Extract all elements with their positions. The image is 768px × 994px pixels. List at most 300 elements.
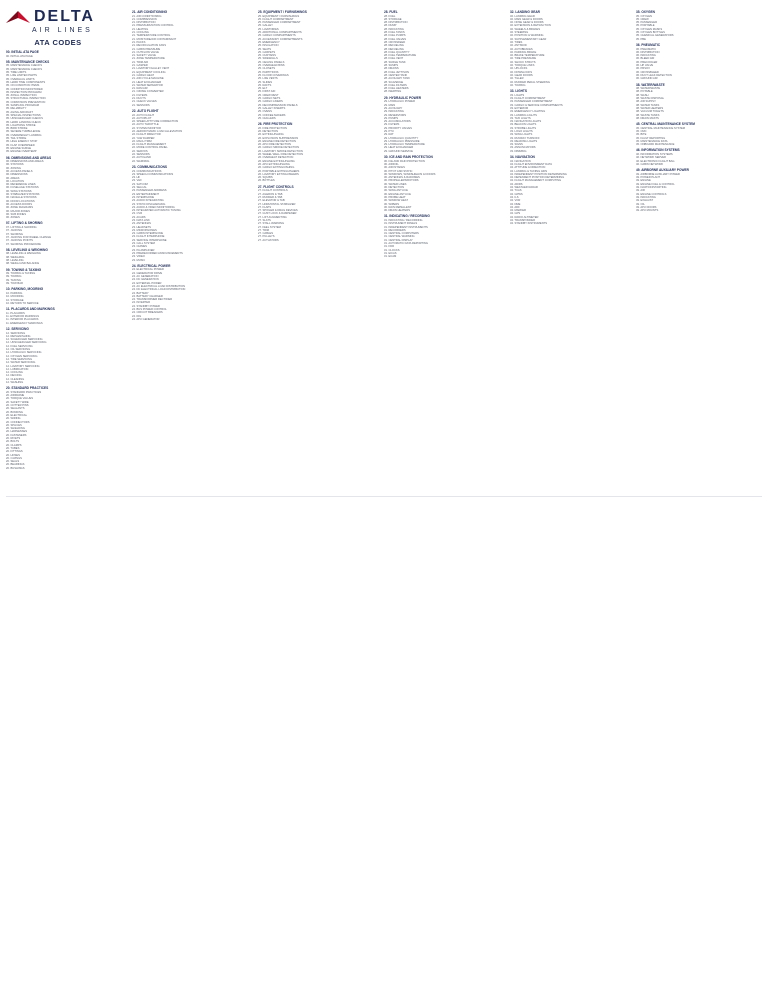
code-section — [636, 10, 758, 41]
section-heading: 12. SERVICING — [6, 326, 29, 331]
code-line: 23. DATA LINK — [132, 219, 150, 222]
code-line: 31. CENTRAL WARNING — [384, 235, 415, 239]
code-line: 38. AIR SUPPLY — [636, 100, 656, 104]
code-line: 05. TAIL STRIKE — [6, 137, 27, 141]
code-line: 23. SERVICE INTERPHONE — [132, 238, 167, 242]
code-line: 05. INSPECTION PROGRAM — [6, 90, 42, 94]
code-line: 25. PARTITIONS — [258, 70, 279, 74]
code-line: 06. DIMENSIONS AND AREAS — [6, 160, 44, 164]
code-line: 26. WHEEL WELL FIRE DETECTION — [258, 153, 304, 157]
code-line: 20. HARNESSES — [6, 430, 28, 434]
code-line: 27. CABLES — [258, 232, 274, 236]
code-line: 36. DISTRIBUTION — [636, 50, 660, 54]
code-line: 38. WATER TANKS — [636, 103, 660, 107]
code-line: 32. BRAKE TEMPERATURE — [510, 54, 545, 58]
code-line: 26. CARGO EXTINGUISHING — [258, 166, 295, 170]
code-line: 29. HYDRAULIC PRESSURE — [384, 139, 420, 143]
code-line: 20. STANDARD PRACTICES — [6, 390, 42, 394]
code-line: 36. DUCT LEAK DETECTION — [636, 73, 672, 77]
code-section — [6, 268, 128, 286]
code-line: 05. LIFE LIMITED PARTS — [6, 74, 37, 78]
code-line: 25. FLOOR COVERINGS — [258, 73, 289, 77]
code-line: 12. LUBRICATION — [6, 367, 29, 371]
code-line: 32. PARKING BRAKE — [510, 50, 537, 54]
code-line: 06. ZONES — [6, 216, 20, 220]
code-line: 08. LEVELING & WEIGHING — [6, 252, 41, 256]
code-section — [510, 10, 632, 87]
section-heading: 29. HYDRAULIC POWER — [384, 95, 422, 100]
code-line: 23. VIDEO — [132, 255, 145, 259]
code-line: 27. ELEVATOR & TAB — [258, 199, 285, 203]
code-line: 10. RETURN TO SERVICE — [6, 301, 39, 305]
code-section — [6, 221, 128, 245]
code-line: 29. GROUND SERVICE — [384, 149, 413, 153]
code-line: 25. DECOMPRESSION PANELS — [258, 103, 298, 107]
code-line: 27. SLATS — [258, 219, 271, 222]
code-line: 20. CLAMPS — [6, 443, 22, 447]
section-heading: 26. FIRE PROTECTION — [258, 122, 293, 127]
code-line: 30. DETECTION — [384, 186, 405, 190]
code-line: 30. WIPERS — [384, 202, 400, 206]
code-line: 21. MOISTURE/AIR CONTAMINANT — [132, 37, 177, 41]
code-line: 27. ACTUATORS — [258, 238, 279, 242]
code-line: 33. LANDING LIGHTS — [510, 113, 537, 117]
code-line: 34. DME — [510, 202, 521, 206]
code-line: 05. OVERWEIGHT LANDING — [6, 133, 42, 137]
code-line: 05. MAINTENANCE CHECKS — [6, 67, 42, 71]
code-line: 49. POWER PLANT — [636, 176, 661, 180]
code-line: 06. DIMENSIONS — [6, 173, 28, 177]
code-line: 30. DRAIN HEATERS — [384, 209, 411, 213]
code-line: 32. GEAR DOORS — [510, 73, 533, 77]
code-line: 30. PITOT AND STATIC — [384, 169, 413, 173]
code-line: 38. WASH — [636, 93, 649, 97]
code-line: 36. PRSOV — [636, 67, 650, 71]
code-line: 20. SEALANTS — [6, 407, 25, 411]
section-heading: 21. AIR CONDITIONING — [132, 10, 168, 14]
code-line: 29. FILTERS — [384, 123, 400, 127]
code-line: 31. INDICATING / RECORDING — [384, 219, 423, 222]
code-line: 33. PASSENGER COMPARTMENT — [510, 100, 553, 104]
code-line: 11. PLACARDS — [6, 311, 25, 315]
code-section — [636, 148, 758, 166]
code-line: 33. FLIGHT COMPARTMENT — [510, 97, 546, 101]
code-line: 27. FEEL SYSTEM — [258, 225, 281, 229]
code-line: 05. FLAP OVERSPEED — [6, 143, 35, 147]
code-line: 28. AUXILIARY TANK — [384, 77, 410, 81]
code-line: 27. GUST LOCK & DAMPENER — [258, 212, 297, 216]
code-line: 36. INDICATING — [636, 54, 656, 58]
code-line: 45. FAULT REPORTING — [636, 136, 666, 140]
code-line: 31. AUTOMATIC DATA REPORTING — [384, 242, 428, 246]
code-line: 22. FLIGHT DIRECTOR — [132, 133, 161, 137]
code-line: 23. CHIMES — [132, 245, 147, 249]
code-line: 33. RUNWAY TURNOFF — [510, 136, 540, 140]
code-line: 20. SHIELDING — [6, 427, 25, 431]
code-line: 31. ECAM — [384, 255, 397, 259]
code-line: 33. LOGO LIGHTS — [510, 129, 533, 133]
code-line: 32. TOWING — [510, 83, 526, 87]
code-line: 49. INDICATING — [636, 195, 656, 199]
code-line: 45. ONBOARD MAINTENANCE — [636, 143, 675, 147]
code-line: 28. DEFUELING — [384, 47, 404, 51]
code-column-4 — [384, 8, 506, 986]
code-line: 24. BATTERY — [132, 291, 149, 295]
code-line: 20. SAFETY WIRE — [6, 400, 29, 404]
code-line: 21. DUCTS — [132, 97, 146, 101]
code-line: 36. CROSSBLEED — [636, 70, 659, 74]
code-line: 07. JACKING FOR WHEEL CHANGE — [6, 235, 51, 239]
code-line: 26. LAVATORY SMOKE DETECTION — [258, 149, 303, 153]
code-line: 24. DC GENERATION — [132, 278, 159, 282]
code-line: 27. FLAPS — [258, 205, 271, 209]
code-line: 38. WATER HEATERS — [636, 106, 664, 110]
code-line: 29. PUMPS — [384, 116, 399, 120]
code-line: 28. SUMPS — [384, 64, 399, 68]
code-line: 24. DC ELECTRICAL LOAD DISTRIBUTION — [132, 288, 186, 292]
code-line: 28. SURGE TANK — [384, 60, 406, 64]
section-heading: 27. FLIGHT CONTROLS — [258, 184, 294, 189]
code-line: 25. PASSENGER COMPARTMENT — [258, 21, 301, 25]
code-section — [6, 327, 128, 384]
code-line: 21. LAVATORY/GALLEY VENT — [132, 67, 170, 71]
code-line: 29. RAT — [384, 133, 394, 137]
code-line: 30. PROPELLERS/ROTORS — [384, 179, 419, 183]
code-line: 05. HARD LANDING CHECK — [6, 120, 41, 124]
code-line: 25. CARPETS — [258, 50, 276, 54]
code-line: 33. SIGNS — [510, 143, 523, 147]
code-line: 34. FLIGHT ENVIRONMENT DATA — [510, 162, 553, 166]
code-line: 21. HEAT EXCHANGER — [132, 80, 162, 84]
code-section — [6, 50, 128, 58]
code-section — [6, 60, 128, 154]
code-line: 33. CARGO & SERVICE COMPARTMENTS — [510, 103, 563, 107]
code-line: 07. SHORING PROCEDURE — [6, 242, 41, 246]
code-line: 49. ENGINE — [636, 179, 651, 183]
code-column-6 — [636, 8, 758, 986]
code-line: 27. TRIM — [258, 228, 270, 232]
code-section — [636, 122, 758, 146]
code-line: 22. FLIGHT MANAGEMENT — [132, 143, 166, 147]
code-line: 32. SUPPLEMENTARY GEAR — [510, 37, 547, 41]
code-line: 29. RESERVOIRS — [384, 113, 407, 117]
code-line: 45. CMC — [636, 129, 647, 133]
code-line: 30. WATER LINES — [384, 182, 407, 186]
code-line: 23. AUDIO & VIDEO MONITORING — [132, 205, 175, 209]
code-column-3 — [258, 8, 380, 986]
code-line: 46. NETWORK SERVER — [636, 156, 666, 160]
code-section — [384, 10, 506, 94]
code-column-5 — [510, 8, 632, 986]
code-line: 24. GENERATOR DRIVE — [132, 271, 163, 275]
code-line: 20. TORQUE VALUES — [6, 397, 34, 401]
code-line: 28. FUEL VALVES — [384, 37, 407, 41]
code-line: 22. YAW DAMPER — [132, 136, 155, 140]
code-line: 36. PNEUMATIC — [636, 47, 657, 51]
code-line: 22. AUTOLAND — [132, 156, 151, 160]
code-line: 35. OXYGEN MASKS — [636, 27, 663, 31]
code-line: 21. HEATING — [132, 27, 149, 31]
code-line: 20. COTTER PINS — [6, 404, 29, 408]
code-line: 22. AERODYNAMIC LOAD ALLEVIATION — [132, 129, 183, 133]
code-line: 25. CEILING PANELS — [258, 60, 285, 64]
code-line: 33. BEACON LIGHTS — [510, 123, 537, 127]
section-heading: 09. TOWING & TAXIING — [6, 267, 42, 272]
code-line: 06. WING STATIONS — [6, 189, 32, 193]
code-line: 33. LIGHTS — [510, 93, 525, 97]
code-line: 28. FUEL VENT — [384, 57, 404, 61]
code-line: 09. TAXIING — [6, 278, 21, 282]
code-line: 27. HORIZONTAL STABILIZER — [258, 202, 296, 206]
code-line: 34. STANDBY INSTRUMENTS — [510, 222, 548, 226]
code-line: 12. WASHING — [6, 380, 24, 384]
code-line: 22. WARNING — [132, 159, 150, 163]
code-line: 32. WHEELS & BRAKES — [510, 27, 541, 31]
code-line: 12. REPLENISHING — [6, 334, 31, 338]
code-line: 23. ENTERTAINMENT — [132, 192, 160, 196]
code-line: 23. COMMUNICATIONS — [132, 169, 162, 173]
code-line: 25. CLOSETS — [258, 67, 276, 71]
code-line: 08. WEIGH AND BALANCE — [6, 262, 40, 266]
code-line: 49. AIR — [636, 189, 645, 193]
code-line: 32. NOSE GEAR & DOORS — [510, 21, 544, 25]
code-line: 06. LOCATION — [6, 179, 25, 183]
code-line: 06. AREAS — [6, 176, 20, 180]
code-line: 20. FASTENERS — [6, 433, 27, 437]
code-line: 06. ACCESS PANELS — [6, 169, 33, 173]
code-line: 25. CARGO COMPARTMENTS — [258, 34, 296, 38]
code-line: 28. FUEL TEMPERATURE — [384, 54, 417, 58]
code-line: 23. AUDIO INTEGRATING — [132, 199, 164, 203]
code-line: 24. BATTERY CHARGER — [132, 294, 163, 298]
code-line: 32. TIRES — [510, 40, 523, 44]
code-line: 49. ENGINE CONTROLS — [636, 192, 667, 196]
code-line: 26. EXPLOSION SUPPRESSION — [258, 136, 299, 140]
code-line: 49. ENGINE FUEL & CONTROL — [636, 182, 675, 186]
code-line: 33. EXTERIOR — [510, 106, 529, 110]
code-section — [6, 248, 128, 266]
code-line: 12. SCHEDULED SERVICING — [6, 338, 43, 342]
code-line: 21. CABIN PRESSURE — [132, 47, 161, 51]
code-line: 07. SHORING — [6, 232, 24, 236]
code-line: 46. CABIN NETWORK — [636, 162, 664, 166]
code-line: 27. STALL WARNING — [258, 222, 285, 226]
code-line: 23. MUSIC — [132, 258, 146, 262]
code-section — [258, 10, 380, 120]
section-heading: 33. LIGHTS — [510, 89, 528, 94]
code-line: 21. SENSORS — [132, 103, 150, 107]
code-line: 35. CREW — [636, 17, 649, 21]
code-line: 30. ANTENNAS & RADOMES — [384, 176, 420, 180]
code-column-2 — [132, 8, 254, 986]
code-line: 20. FITTINGS — [6, 450, 23, 454]
code-line: 35. OXYGEN BOTTLES — [636, 31, 665, 35]
code-line: 34. VOR — [510, 199, 521, 203]
code-line: 26. LAVATORY EXTINGUISHERS — [258, 172, 299, 176]
code-line: 20. SPLICES — [6, 423, 22, 427]
code-line: 28. DISTRIBUTION — [384, 21, 408, 25]
code-line: 20. AIRFRAME — [6, 394, 25, 398]
code-line: 34. ILS — [510, 195, 519, 199]
code-line: 24. AC ELECTRICAL LOAD DISTRIBUTION — [132, 284, 186, 288]
code-line: 38. DRAIN MASTS — [636, 116, 659, 120]
code-line: 07. LIFTING & SHORING — [6, 226, 37, 230]
code-line: 26. APU FIRE DETECTION — [258, 143, 292, 147]
code-line: 23. CVR — [132, 212, 143, 216]
code-line: 32. UPLOCKS — [510, 67, 528, 71]
code-line: 20. TUBES — [6, 446, 20, 450]
code-line: 20. BUSHINGS — [6, 466, 25, 470]
code-line: 06. SUB ZONES — [6, 212, 27, 216]
code-line: 05. BIRD STRIKE — [6, 127, 28, 131]
code-line: 49. EXHAUST — [636, 199, 654, 203]
code-line: 05. ON CONDITION ITEMS — [6, 84, 40, 88]
code-line: 25. EMERGENCY — [258, 40, 280, 44]
brand-tagline: AIR LINES — [32, 27, 93, 34]
code-line: 29. HYDRAULIC POWER — [384, 100, 415, 104]
code-line: 12. OXYGEN SERVICING — [6, 354, 38, 358]
code-section — [636, 83, 758, 121]
code-line: 23. VHF — [132, 179, 142, 183]
code-line: 24. EXTERNAL POWER — [132, 281, 162, 285]
code-line: 34. MARKER — [510, 209, 526, 213]
section-heading: 22. AUTO FLIGHT — [132, 108, 159, 113]
code-line: 34. TCAS — [510, 189, 522, 193]
code-line: 32. ANTISKID — [510, 44, 527, 48]
code-line: 30. AIR INTAKES — [384, 166, 405, 170]
code-line: 21. OUTFLOW VALVE — [132, 50, 159, 54]
code-line: 20. CONNECTORS — [6, 420, 30, 424]
code-line: 22. AUTO FLIGHT — [132, 113, 155, 117]
code-line: 32. TILLER — [510, 77, 524, 81]
section-heading: 49. AIRBORNE AUXILIARY POWER — [636, 168, 689, 173]
code-line: 21. COOLING — [132, 31, 149, 35]
code-line: 23. CALL SYSTEM — [132, 242, 155, 246]
code-line: 25. SLIDES — [258, 80, 273, 84]
code-line: 32. STEERING — [510, 31, 529, 35]
code-line: 31. FDR — [384, 245, 395, 249]
code-line: 23. INTERPHONE — [132, 195, 155, 199]
code-line: 22. AUTOPILOT — [132, 116, 152, 120]
code-line: 05. SPECIAL INSPECTIONS — [6, 113, 41, 117]
page-divider — [6, 496, 762, 497]
code-line: 29. HEAT EXCHANGER — [384, 146, 414, 150]
code-line: 35. PASSENGER — [636, 21, 658, 25]
code-line: 11. EXTERIOR MARKINGS — [6, 315, 40, 319]
section-heading: 11. PLACARDS AND MARKINGS — [6, 307, 55, 312]
code-line: 36. BLEED AIR — [636, 57, 655, 61]
code-line: 23. SATCOM — [132, 182, 148, 186]
code-line: 32. EXTENSION & RETRACTION — [510, 24, 551, 28]
code-line: 38. WASTE TANKS — [636, 113, 660, 117]
section-heading: 06. DIMENSIONS AND AREAS — [6, 155, 52, 160]
code-line: 31. EICAS — [384, 251, 397, 255]
code-line: 05. SEVERE TURBULENCE — [6, 130, 41, 134]
section-heading: 07. LIFTING & SHORING — [6, 221, 43, 226]
code-line: 25. CREW REST — [258, 93, 279, 97]
code-line: 21. RAM AIR — [132, 87, 148, 91]
code-line: 05. HARD TIME COMPONENTS — [6, 80, 46, 84]
code-line: 21. AIR CONDITIONING — [132, 14, 162, 18]
code-line: 29. PTU — [384, 129, 394, 133]
code-line: 31. RECORDERS — [384, 228, 406, 232]
code-line: 21. CHECK VALVES — [132, 100, 157, 104]
code-line: 32. LANDING GEAR — [510, 14, 535, 18]
code-line: 32. MAIN GEAR & DOORS — [510, 17, 543, 21]
code-line: 49. OIL — [636, 202, 645, 206]
code-line: 32. TIRE PRESSURE — [510, 57, 537, 61]
code-line: 30. AIRFOIL — [384, 162, 399, 166]
code-line: 32. DOWNLOCKS — [510, 70, 533, 74]
section-heading: 30. ICE AND RAIN PROTECTION — [384, 155, 433, 160]
code-line: 23. PASSENGER ADDRESS — [132, 189, 167, 193]
code-line: 24. IDG — [132, 314, 142, 318]
code-line: 25. RAFTS — [258, 83, 272, 87]
code-line: 05. RELIABILITY — [6, 107, 27, 111]
code-line: 25. FIRST AID — [258, 90, 276, 94]
code-line: 22. SYSTEM MONITOR — [132, 126, 161, 130]
section-heading: 23. COMMUNICATIONS — [132, 164, 168, 169]
section-heading: 36. PNEUMATIC — [636, 42, 661, 47]
code-line: 30. PROBE HEAT — [384, 195, 406, 199]
code-line: 32. TORQUE LINKS — [510, 64, 535, 68]
code-line: 23. ACARS — [132, 215, 146, 219]
code-line: 34. TRANSPONDER — [510, 219, 536, 222]
code-line: 09. TOW BAR — [6, 282, 23, 286]
code-line: 31. INDEPENDENT INSTRUMENTS — [384, 225, 428, 229]
code-line: 12. CLEANING — [6, 377, 25, 381]
code-line: 21. PACKS — [132, 40, 146, 44]
code-line: 31. CENTRAL DISPLAY — [384, 238, 413, 242]
code-line: 05. HIGH ENERGY STOP — [6, 140, 38, 144]
code-line: 05. TIME LIMITS — [6, 71, 27, 75]
code-line: 35. PORTABLE — [636, 24, 655, 28]
code-line: 23. PRERECORDED ANNOUNCEMENTS — [132, 251, 183, 255]
code-line: 21. RECIRCULATION FANS — [132, 44, 166, 48]
code-line: 25. CHILLERS — [258, 116, 276, 120]
code-line: 25. LAVATORIES — [258, 27, 279, 31]
code-line: 26. OVERHEAT DETECTION — [258, 156, 294, 160]
code-line: 11. INTERIOR PLACARDS — [6, 318, 39, 322]
code-line: 31. CLOCKS — [384, 248, 400, 252]
code-line: 25. OVERHEAD BINS — [258, 64, 285, 68]
code-line: 21. SAFETY VALVE — [132, 54, 156, 58]
code-line: 32. POSITION & WARNING — [510, 34, 544, 38]
code-line: 30. WINDOW HEAT — [384, 199, 408, 203]
code-line: 21. WATER SEPARATOR — [132, 83, 163, 87]
code-line: 30. ENGINE ANTI-ICE — [384, 192, 411, 196]
code-line: 29. MAIN — [384, 103, 396, 107]
code-line: 06. FUSELAGE STATIONS — [6, 186, 39, 190]
code-line: 23. STATIC DISCHARGING — [132, 202, 166, 206]
code-line: 06. STABILIZER STATIONS — [6, 193, 40, 197]
code-line: 20. HOSES — [6, 453, 20, 457]
code-line: 05. STRUCTURAL INSPECTION — [6, 97, 46, 101]
code-line: 06. ZONING — [6, 166, 21, 170]
code-line: 28. DRAINS — [384, 67, 399, 71]
code-line: 28. REFUELING — [384, 44, 404, 48]
code-line: 05. ZONAL INSPECTION — [6, 94, 37, 98]
code-section — [384, 214, 506, 258]
code-line: 25. CARGO LINERS — [258, 100, 283, 104]
code-line: 38. WASTE DISPOSAL — [636, 97, 665, 101]
code-line: 21. ZONE TEMPERATURE — [132, 57, 165, 61]
code-line: 28. DUMP — [384, 24, 397, 28]
section-heading: 20. STANDARD PRACTICES — [6, 386, 49, 391]
code-line: 28. FUEL QUANTITY — [384, 50, 410, 54]
code-line: 23. MICROPHONES — [132, 228, 157, 232]
code-line: 08. LEVELING — [6, 259, 24, 262]
